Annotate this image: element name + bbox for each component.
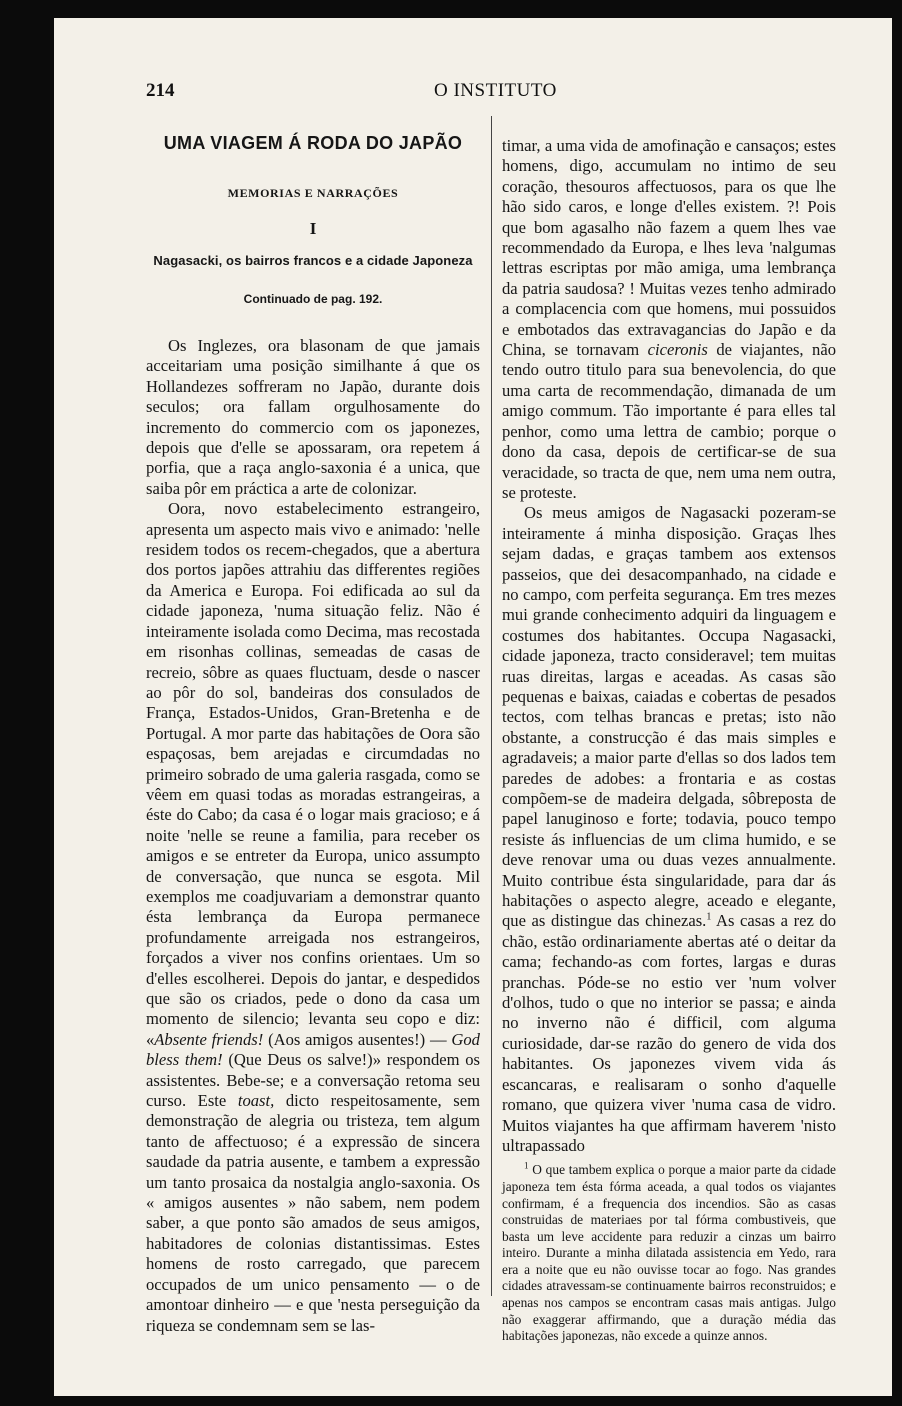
paragraph: timar, a uma vida de amofinação e cansaços; estes homens, digo, accumulam no intimo de seu coração, thesouros affectuosos, para os que lhe hão sido caros, e longe d'elles existem. ?! Pois que bom agasalho não fazem a quem lhes vae recommendado da Europa, e lhes leva 'nalgumas lettras escriptas por mão amiga, uma lembrança da patria saudosa? ! Muitas vezes tenho admirado a complacencia com que homens, mui possuidos e embotados das extravagancias do Japão e da China, se tornavam ciceronis de viajantes, não tendo outro titulo para sua benevolencia, do que uma carta de recommendação, dimanada de um amigo commum. Tão importante é para elles tal penhor, como uma lettra de cambio; porque o dono da casa, depois de certificar-se de sua veracidade, so tracta de que, nem uma nem outra, se proteste. <box>502 136 836 502</box>
article-subtitle: MEMORIAS E NARRAÇÕES <box>227 186 399 200</box>
paragraph: Os Inglezes, ora blasonam de que jamais acceitariam uma posição similhante á que os Hollandezes soffreram no Japão, durante dois seculos; ora fallam orgulhosamente do incremento do commercio com os japonezes, depois que d'elle se apossaram, ora repetem á porfia, que a raça anglo-saxonia é a unica, que saiba pôr em práctica a arte de colonizar. <box>146 336 480 498</box>
chapter-title: Nagasacki, os bairros francos e a cidade Japoneza <box>153 253 473 268</box>
right-column <box>502 120 836 1345</box>
scanned-page <box>54 18 892 1396</box>
article-title: UMA VIAGEM Á RODA DO JAPÃO <box>163 133 463 153</box>
right-body-text <box>502 136 836 1156</box>
paragraph: Os meus amigos de Nagasacki pozeram-se inteiramente á minha disposição. Graças lhes sejam dadas, e graças tambem aos extensos passeios, que dei desacompanhado, na cidade e no campo, com perfeita segurança. Em tres mezes mui grande conhecimento adquiri da linguagem e costumes dos habitantes. Occupa Nagasacki, cidade japoneza, tracto consideravel; tem muitas ruas direitas, largas e aceadas. As casas são pequenas e baixas, caiadas e cobertas de pesados tectos, com telhas brancas e pretas; isto não obstante, a construcção é das mais simples e agradaveis; a maior parte d'ellas so dos lados tem paredes de adobes: a frontaria e as costas compõem-se de madeira delgada, sôbreposta de papel lanuginoso e forte; todavia, pouco tempo resiste ás influencias de um clima humido, e se deve renovar uma ou duas vezes annualmente. Muito contribue ésta singularidade, para dar ás habitações o aspecto alegre, aceado e elegante, que as distingue das chinezas.$^1$ As casas a rez do chão, estão ordinariamente abertas até o deitar da cama; fechando-as com fortes, largas e duras pranchas. Póde-se no estio ver 'num volver d'olhos, tudo o que no interior se passa; e ainda no inverno não é difficil, com alguma curiosidade, dar-se razão do genero de vida dos habitantes. Os japonezes vivem vida ás escancaras, e realisaram o sonho d'aquelle romano, que quizera viver 'numa casa de vidro. Muitos viajantes ha que affirmam haverem 'nisto ultrapassado <box>502 503 836 1155</box>
continued-note: Continuado de pag. 192. <box>243 292 383 306</box>
section-numeral: I <box>309 219 317 238</box>
page-number: 214 <box>146 80 175 101</box>
left-column <box>146 120 480 1336</box>
footnote-mark: 1 <box>524 1160 529 1171</box>
column-divider <box>491 116 492 1296</box>
footnote: $^1$ O que tambem explica o porque a maior parte da cidade japoneza tem ésta fórma aceada, a qual todos os viajantes confirmam, é a frequencia dos incendios. São as casas construidas de materiaes por tal fórma combustiveis, que basta um leve accidente para reduzir a cinzas um bairro inteiro. Durante a minha dilatada assistencia em Yedo, rara era a noite que eu não ouvisse tocar ao fogo. Nas grandes cidades atravessam-se continuamente bairros reconstruidos; e apenas nos campos se encontram casas mais antigas. Julgo não exaggerar affirmando, que a duração média das habitações japonezas, não excede a quinze annos. <box>502 1160 836 1344</box>
footnote-reference: 1 <box>706 911 712 923</box>
running-title: O INSTITUTO <box>434 80 557 101</box>
paragraph: Oora, novo estabelecimento estrangeiro, apresenta um aspecto mais vivo e animado: 'nelle residem todos os recem-chegados, que a abertura dos portos japões attrahiu das differentes regiões da America e Europa. Foi edificada ao sul da cidade japoneza, 'numa situação feliz. Não é inteiramente isolada como Decima, mas recostada em risonhas collinas, semeadas de casas de recreio, sôbre as quaes fluctuam, desde o nascer ao pôr do sol, bandeiras dos consulados de França, Estados-Unidos, Gran-Bretenha e de Portugal. A mor parte das habitações de Oora são espaçosas, bem arejadas e circumdadas no primeiro sobrado de uma galeria rasgada, como se vêem em quasi todas as moradas estrangeiras, a éste do Cabo; da casa é o logar mais gracioso; e á noite 'nelle se reune a familia, para receber os amigos e se entreter da Europa, unico assumpto de conversação, que nunca se esgota. Mil exemplos me coadjuvariam a demonstrar quanto ésta lembrança da Europa permanece profundamente arreigada nos estrangeiros, forçados a viver nos confins orientaes. Um so d'elles escolherei. Depois do jantar, e despedidos que são os criados, pede o dono da casa um momento de silencio; levanta seu copo e diz: «Absente friends! (Aos amigos ausentes!) — God bless them! (Que Deus os salve!)» respondem os assistentes. Bebe-se; e a conversação retoma seu curso. Este toast, dicto respeitosamente, sem demonstração de alegria ou tristeza, tem algum tanto de affectuoso; é a expressão de sincera saudade da patria ausente, e tambem a expressão um tanto prosaica da nostalgia anglo-saxonia. Os « amigos ausentes » não sabem, nem podem saber, a que ponto são amados de seus amigos, habitadores de colonias distantissimas. Estes homens de rosto carregado, que parecem occupados de um unico pensamento — o de amontoar dinheiro — e que 'nesta perseguição da riqueza se condemnam sem se las- <box>146 499 480 1335</box>
page-header <box>54 80 892 110</box>
left-body-text <box>146 336 480 1336</box>
